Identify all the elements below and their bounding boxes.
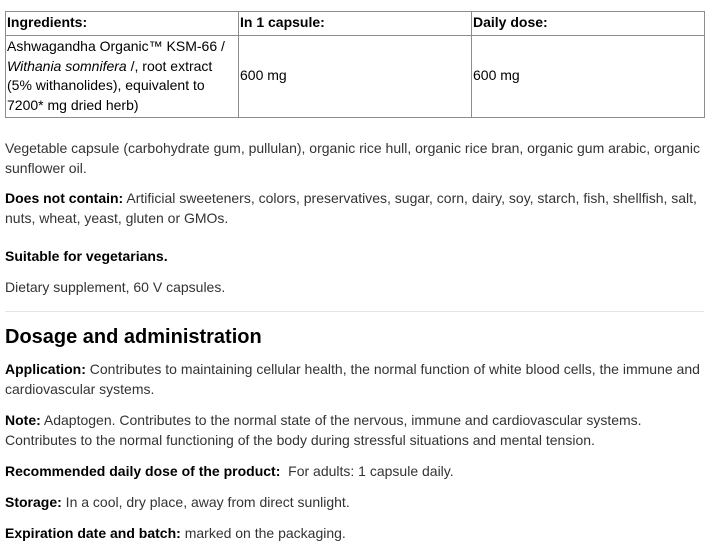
ingredients-table: [5, 11, 705, 118]
dosage-heading: Dosage and administration: [5, 326, 262, 348]
recommended-dose-text: For adults: 1 capsule daily.: [280, 463, 454, 479]
note-label: Note:: [5, 412, 41, 428]
table-row: [6, 36, 705, 118]
ingredient-name-suffix: /, root extract (5% withanolides), equivalent to 7200* mg dried herb): [7, 57, 213, 113]
suitable-for-vegetarians: Suitable for vegetarians.: [5, 248, 168, 264]
storage: [5, 492, 704, 512]
does-not-contain: [5, 188, 704, 228]
expiration: [5, 523, 704, 543]
recommended-dose-label: Recommended daily dose of the product:: [5, 463, 281, 479]
ingredient-latin-name: Withania somnifera: [7, 57, 127, 74]
ingredient-name: [6, 36, 239, 118]
storage-label: Storage:: [5, 494, 62, 510]
ingredient-per-capsule: 600 mg: [239, 36, 472, 118]
application-text: Contributes to maintaining cellular health, the normal function of white blood cells, the immune and cardiovascular systems.: [5, 361, 700, 397]
ingredient-name-prefix: Ashwagandha Organic™ KSM-66 /: [7, 38, 225, 54]
capsule-composition: Vegetable capsule (carbohydrate gum, pullulan), organic rice hull, organic rice bran, organic gum arabic, organic sunflower oil.: [5, 140, 700, 176]
header-ingredients: Ingredients:: [6, 12, 239, 36]
ingredient-daily-dose: 600 mg: [472, 36, 705, 118]
does-not-contain-label: Does not contain:: [5, 190, 124, 206]
section-divider: [5, 311, 704, 312]
dietary-supplement: Dietary supplement, 60 V capsules.: [5, 279, 226, 295]
note: [5, 410, 704, 450]
header-daily-dose: Daily dose:: [472, 12, 705, 36]
table-header-row: [6, 12, 705, 36]
product-info: [5, 11, 704, 543]
does-not-contain-text: Artificial sweeteners, colors, preservatives, sugar, corn, dairy, soy, starch, fish, shellfish, salt, nuts, wheat, yeast, gluten or GMOs.: [5, 190, 697, 226]
expiration-text: marked on the packaging.: [180, 525, 346, 541]
application-label: Application:: [5, 361, 86, 377]
header-per-capsule: In 1 capsule:: [239, 12, 472, 36]
note-text-line2: Contributes to the normal functioning of the body during stressful situations and mental tension.: [5, 432, 595, 448]
recommended-dose: [5, 461, 704, 481]
expiration-label: Expiration date and batch:: [5, 525, 181, 541]
storage-text: In a cool, dry place, away from direct sunlight.: [61, 494, 350, 510]
application: [5, 359, 704, 399]
note-text-line1: Adaptogen. Contributes to the normal state of the nervous, immune and cardiovascular systems.: [40, 412, 642, 428]
